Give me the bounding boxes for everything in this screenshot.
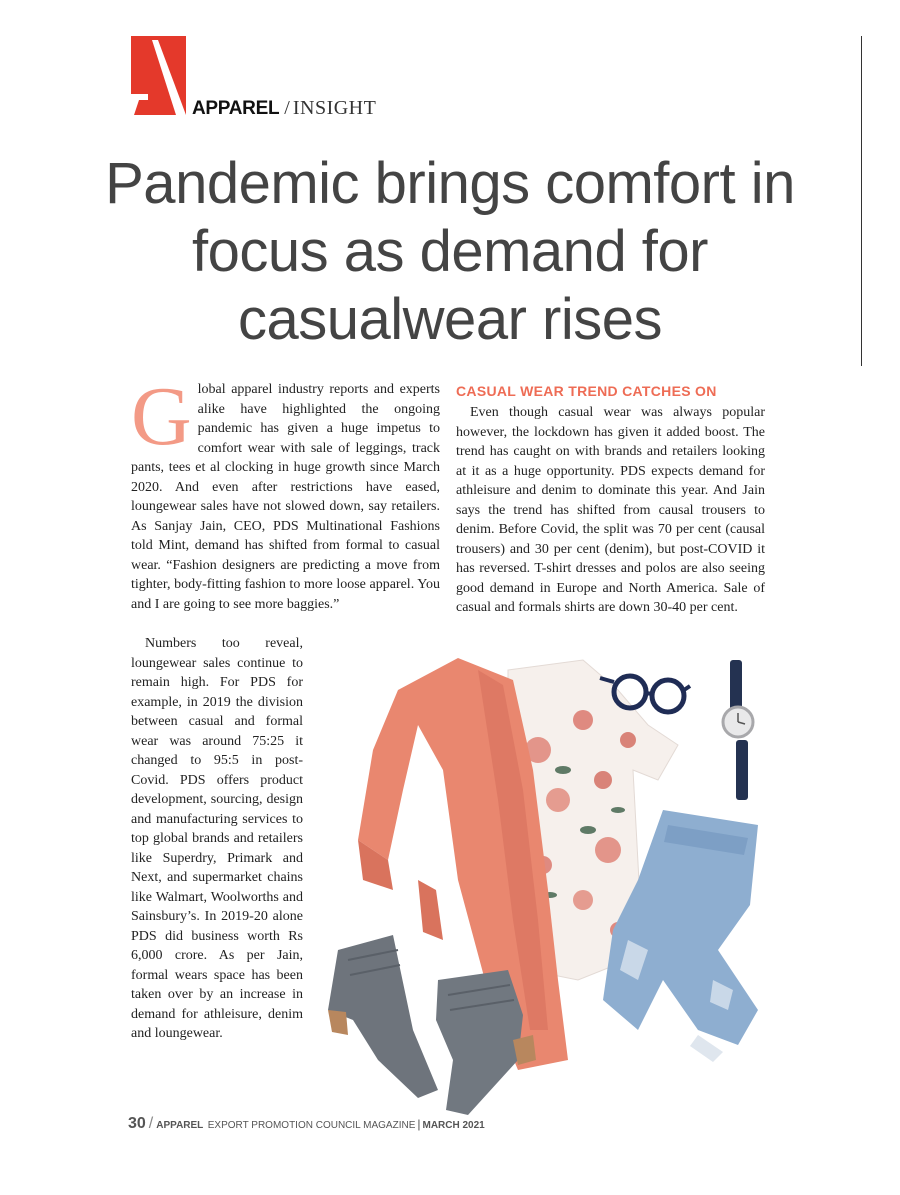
footer-slash: / [148,1115,154,1132]
page-edge-rule [861,36,862,366]
section-brand: APPAREL [192,98,280,119]
article-column-right [456,382,765,618]
subheading: CASUAL WEAR TREND CATCHES ON [456,383,717,399]
headline: Pandemic brings comfort in focus as demand for casualwear rises [105,151,795,352]
wristwatch [723,660,753,800]
footer-brand: APPAREL [156,1120,204,1131]
section-label [192,96,376,121]
paragraph-1 [131,370,440,614]
page-number: 30 [128,1115,146,1132]
apparel-logo [131,36,186,115]
paragraph-3: Even though casual wear was always popular however, the lockdown has given it added boost. The trend has caught on with brands and retailers looking at it as a huge opportunity. PDS expects demand for athleisure and denim to dominate this year. And Jain says the trend has shifted from causal trousers to denim. Before Covid, the split was 70 per cent (causal trousers) and 30 per cent (denim), but post-COVID it has reversed. T-shirt dresses and polos are also seeing good demand in Europe and North America. Sale of casual and formals shirts are down 30-40 per cent. [456,405,765,615]
section-category: INSIGHT [292,97,377,119]
dropcap: G [131,370,192,463]
flatlay-photo [318,650,780,1120]
footer-publication: EXPORT PROMOTION COUNCIL MAGAZINE [207,1120,416,1131]
footer-divider: | [417,1117,421,1131]
paragraph-1-text: lobal apparel industry reports and experts alike have highlighted the ongoing pandemic has given a huge impetus to comfort wear with sale of leggings, track pants, tees et al clocking in huge growth since March 2020. And even after restrictions have eased, loungewear sales have not slowed down, say retailers. As Sanjay Jain, CEO, PDS Multinational Fashions told Mint, demand has shifted from formal to casual wear. “Fashion designers are predicting a move from tighter, body-fitting fashion to more loose apparel. You and I are going to see more baggies.” [131,382,440,612]
page-footer [128,1115,485,1133]
article-column-left [131,370,440,614]
footer-date: MARCH 2021 [422,1120,485,1131]
section-separator: / [284,97,290,119]
paragraph-2: Numbers too reveal, loungewear sales continue to remain high. For PDS for example, in 2019 the division between casual and formal wear was around 75:25 it changed to 95:5 in post-Covid. PDS offers product development, sourcing, design and manufacturing services to top global brands and retailers like Superdry, Primark and Next, and supermarket chains like Walmart, Woolworths and Sainsbury’s. In 2019-20 alone PDS did business worth Rs 6,000 crore. As per Jain, formal wears space has been taken over by an increase in demand for athleisure, denim and loungewear. [131,636,303,1041]
article-column-left-narrow [131,634,303,1044]
